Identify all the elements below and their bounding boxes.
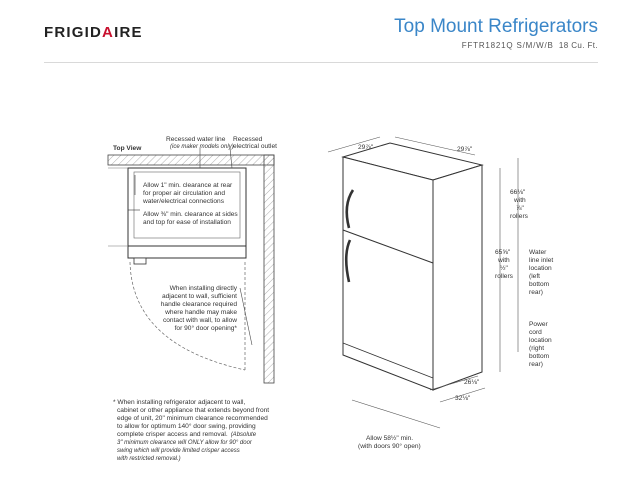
svg-text:Water: Water [529, 249, 547, 256]
svg-text:bottom: bottom [529, 281, 550, 288]
svg-text:and top for ease of installati: and top for ease of installation [143, 219, 231, 226]
rear-clearance-note [142, 182, 233, 205]
svg-text:edge of unit, 20" minimum clea: edge of unit, 20" minimum clearance recommended [117, 415, 268, 422]
svg-text:complete crisper access and re: complete crisper access and removal. (Absolute [117, 431, 257, 438]
svg-text:(right: (right [529, 345, 545, 352]
dim-height-roll [495, 249, 514, 280]
model-number: FFTR1821Q S/M/W/B [461, 41, 554, 50]
svg-text:swing which will provide limit: swing which will provide limited crisper access [117, 448, 240, 454]
door-open-note [358, 434, 421, 450]
svg-text:(with doors 90° open): (with doors 90° open) [358, 443, 421, 450]
side-clearance-note [143, 211, 238, 226]
fridge-isometric [343, 143, 482, 390]
dim-width: 29⅞" [358, 144, 374, 151]
svg-text:rear): rear) [529, 361, 543, 368]
door-swing-arc [130, 262, 245, 370]
svg-text:65⅝": 65⅝" [495, 249, 511, 256]
svg-text:3" minimum clearance will ONLY: 3" minimum clearance will ONLY allow for 90° door [117, 440, 252, 446]
svg-text:adjacent to wall, sufficient: adjacent to wall, sufficient [161, 293, 237, 300]
svg-text:cord: cord [529, 329, 542, 336]
svg-text:handle clearance required: handle clearance required [160, 301, 237, 308]
water-inlet-note [529, 249, 553, 296]
outlet-label-1: Recessed [233, 136, 263, 143]
dim-height-ice [510, 189, 529, 220]
door-top-view [128, 246, 246, 258]
dim-depth-top: 29⅞" [457, 146, 473, 153]
svg-text:where handle may make: where handle may make [165, 309, 237, 316]
page-title: Top Mount Refrigerators [394, 16, 598, 37]
side-wall [264, 155, 274, 383]
svg-text:with: with [514, 197, 526, 204]
svg-text:location: location [529, 337, 552, 344]
svg-text:location: location [529, 265, 552, 272]
svg-text:⅞": ⅞" [516, 205, 524, 212]
svg-text:(left: (left [529, 273, 540, 280]
top-view-label: Top View [113, 145, 142, 152]
svg-text:Allow 1" min. clearance at rea: Allow 1" min. clearance at rear [143, 182, 233, 189]
svg-text:bottom: bottom [529, 353, 550, 360]
dim-depth-body: 26⅛" [464, 379, 480, 386]
svg-text:rollers: rollers [510, 213, 528, 220]
svg-text:Power: Power [529, 321, 548, 328]
svg-text:to allow for optimum 140° door: to allow for optimum 140° door swing, providing [117, 423, 256, 430]
svg-text:rear): rear) [529, 289, 543, 296]
svg-text:* When installing refrigerator: * When installing refrigerator adjacent to wall, [113, 399, 246, 406]
fridge-top-outline [128, 168, 246, 246]
svg-text:for 90° door opening*: for 90° door opening* [174, 325, 237, 332]
rear-wall [108, 155, 274, 165]
wall-clearance-note [161, 285, 238, 332]
svg-text:contact with wall, to allow: contact with wall, to allow [162, 317, 237, 324]
handle-top-view [134, 258, 146, 264]
ice-maker-note: (ice maker models only) [170, 144, 234, 150]
footnote [113, 399, 269, 462]
svg-text:with restricted removal.): with restricted removal.) [117, 456, 181, 462]
capacity: 18 Cu. Ft. [558, 41, 598, 50]
svg-text:When installing directly: When installing directly [169, 285, 237, 292]
svg-text:Allow ⅜" min. clearance at sid: Allow ⅜" min. clearance at sides [143, 211, 238, 218]
fridge-side-face [433, 165, 482, 390]
fridge-front-face [343, 157, 433, 390]
svg-text:½": ½" [500, 265, 508, 272]
svg-text:for proper air circulation and: for proper air circulation and [143, 190, 226, 197]
dim-depth-door: 32⅛" [455, 395, 471, 402]
svg-text:rollers: rollers [495, 273, 513, 280]
water-line-label: Recessed water line [166, 136, 226, 143]
svg-text:with: with [498, 257, 510, 264]
svg-text:line inlet: line inlet [529, 257, 554, 264]
svg-text:Allow 58½" min.: Allow 58½" min. [366, 435, 414, 442]
outlet-label-2: electrical outlet [233, 143, 277, 150]
svg-text:66⅛": 66⅛" [510, 189, 526, 196]
frigidaire-logo: FRIGIDAIRE [44, 24, 143, 41]
svg-text:cabinet or other appliance tha: cabinet or other appliance that extends beyond front [117, 407, 270, 414]
power-cord-note [529, 321, 552, 368]
svg-text:water/electrical connections: water/electrical connections [143, 198, 224, 205]
